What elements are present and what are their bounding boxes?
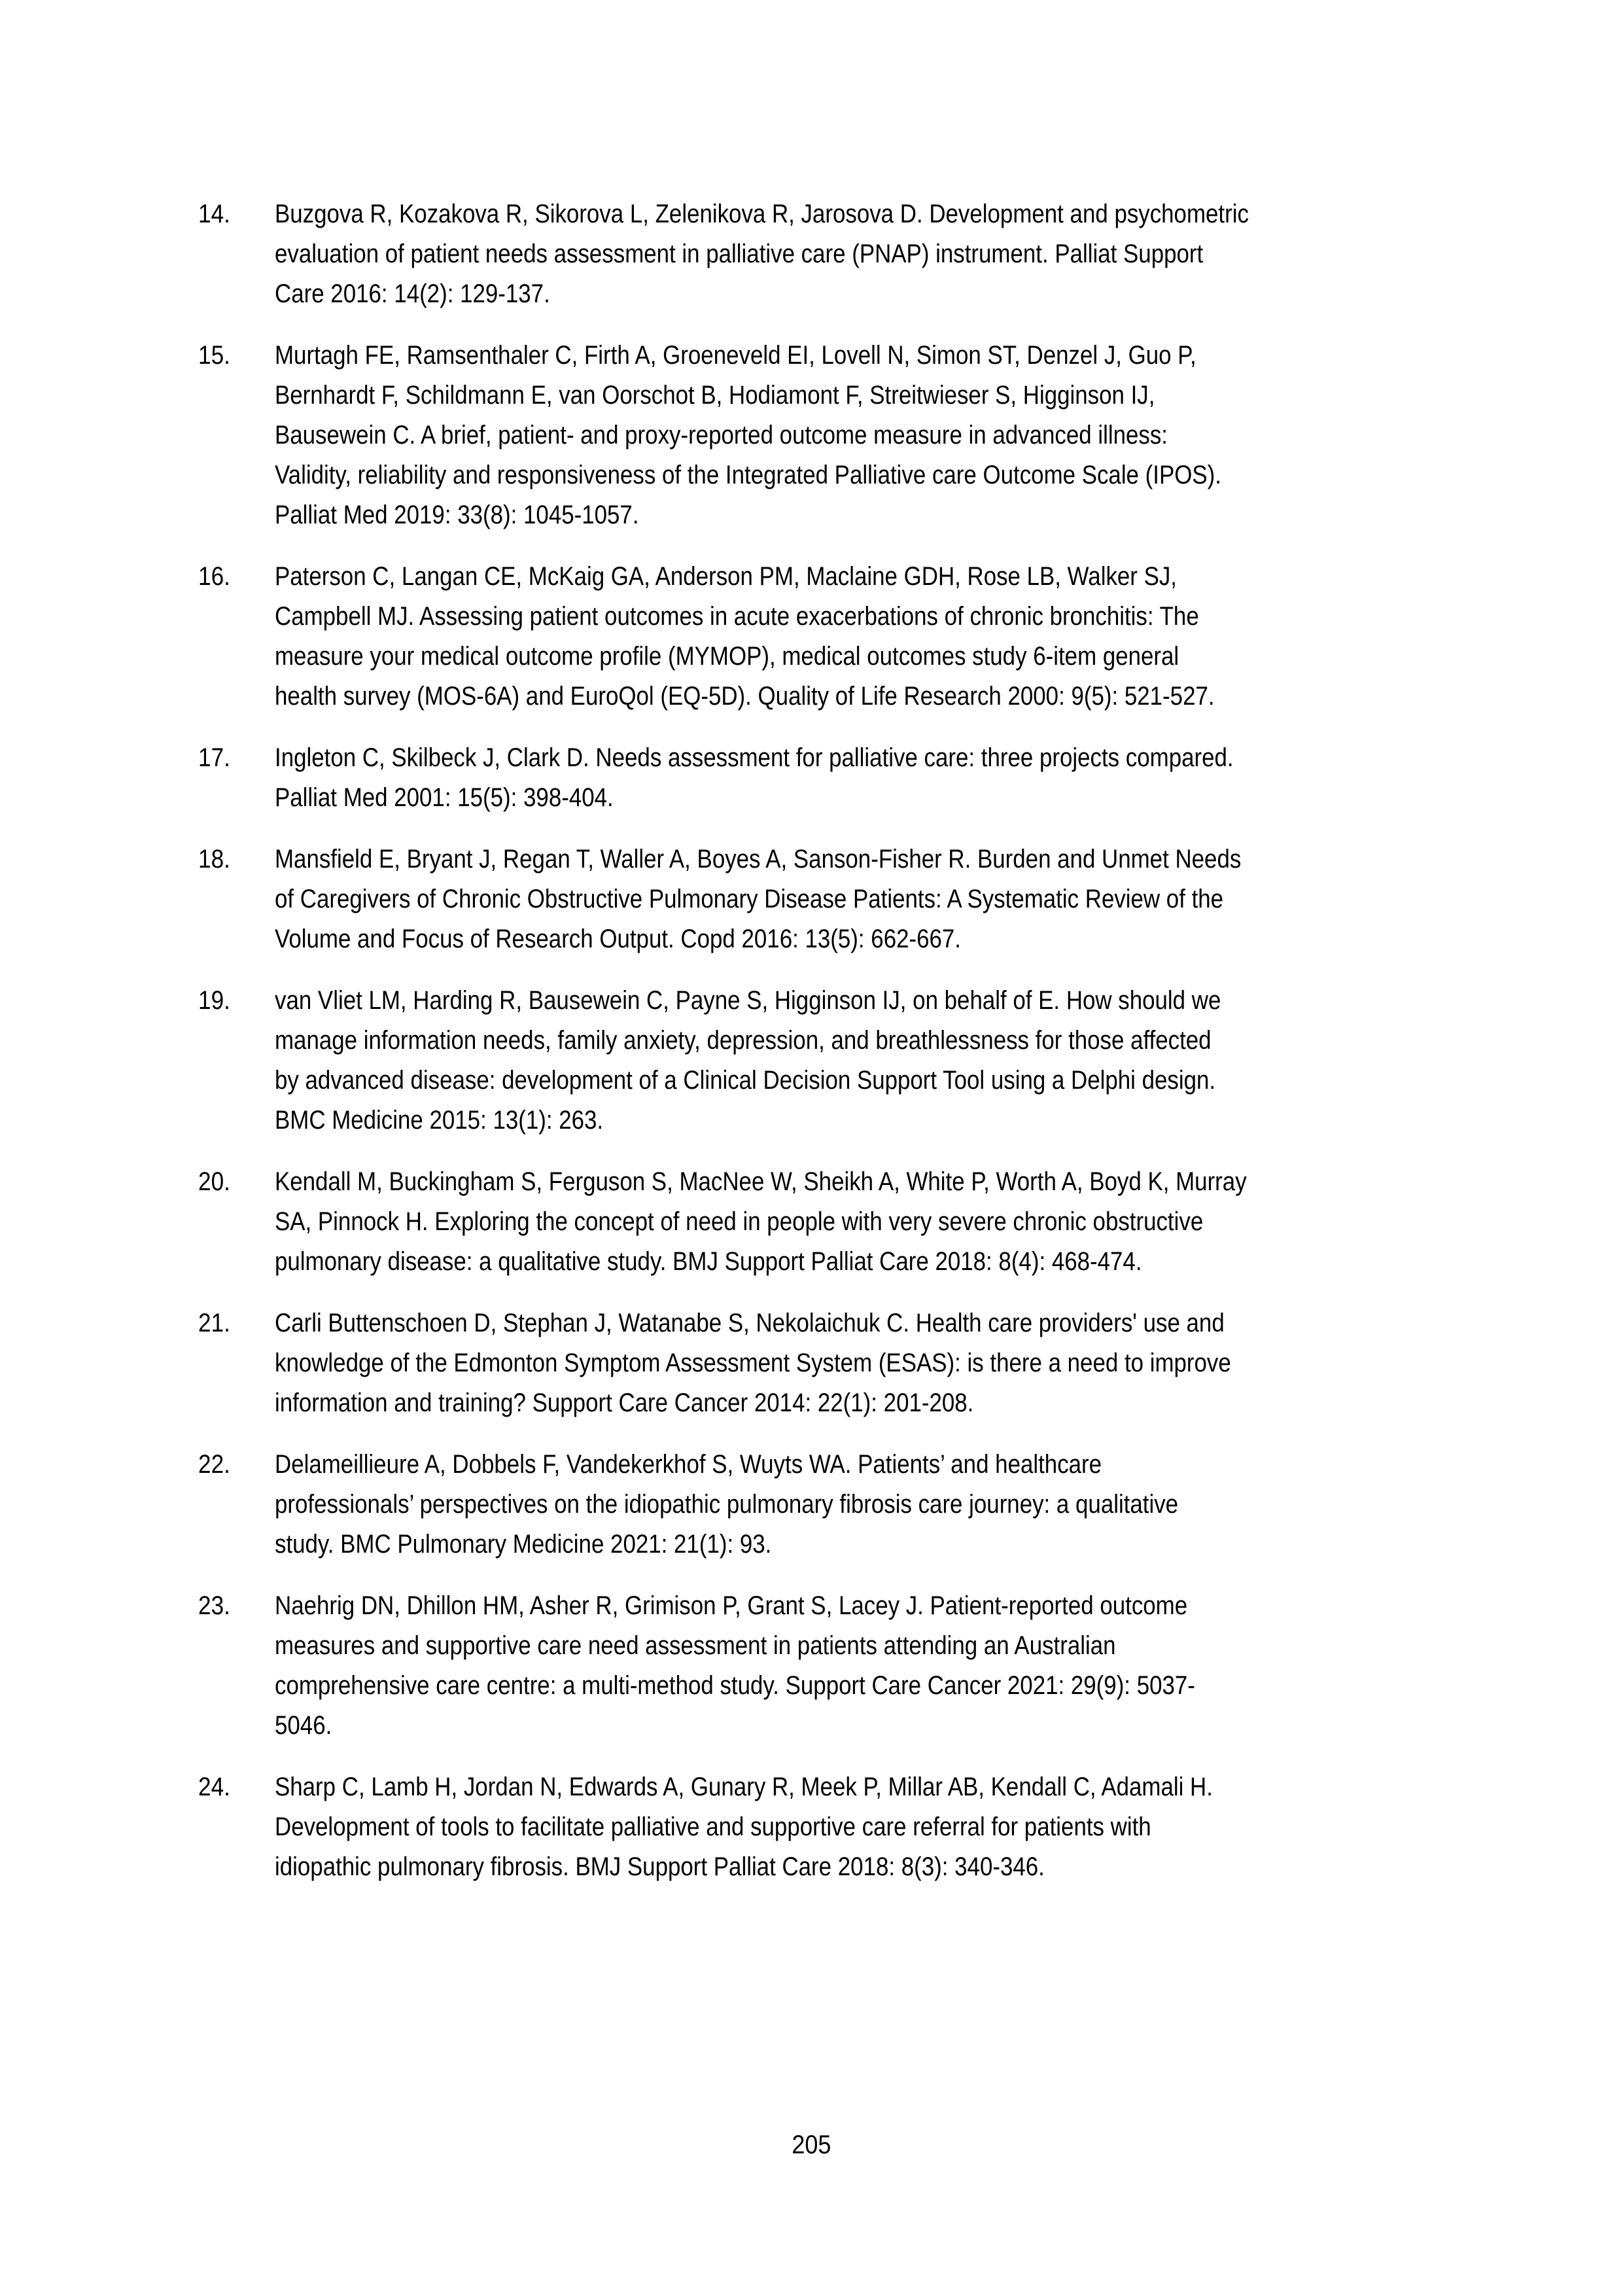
reference-line: BMC Medicine 2015: 13(1): 263.	[275, 1106, 604, 1135]
reference-line: pulmonary disease: a qualitative study. BMJ Support Palliat Care 2018: 8(4): 468-474.	[275, 1247, 1142, 1276]
reference-item-24	[198, 1767, 1441, 1887]
reference-text	[275, 336, 1444, 535]
reference-line: information and training? Support Care Cancer 2014: 22(1): 201-208.	[275, 1388, 974, 1417]
reference-line: evaluation of patient needs assessment in palliative care (PNAP) instrument. Palliat Support	[275, 239, 1204, 268]
reference-item-21	[198, 1303, 1441, 1423]
reference-number: 19.	[198, 986, 230, 1015]
reference-line: of Caregivers of Chronic Obstructive Pulmonary Disease Patients: A Systematic Review of the	[275, 885, 1224, 913]
reference-text	[275, 1303, 1444, 1423]
reference-number: 18.	[198, 845, 230, 874]
reference-text	[275, 1162, 1444, 1282]
reference-line: SA, Pinnock H. Exploring the concept of need in people with very severe chronic obstructive	[275, 1207, 1204, 1236]
reference-number: 14.	[198, 200, 230, 228]
reference-line: knowledge of the Edmonton Symptom Assessment System (ESAS): is there a need to improve	[275, 1349, 1231, 1377]
reference-line: professionals’ perspectives on the idiopathic pulmonary fibrosis care journey: a qualitative	[275, 1490, 1179, 1519]
reference-text	[275, 1445, 1444, 1564]
reference-number: 15.	[198, 341, 230, 370]
reference-text	[275, 738, 1444, 818]
reference-line: Naehrig DN, Dhillon HM, Asher R, Grimison P, Grant S, Lacey J. Patient-reported outcome	[275, 1591, 1188, 1620]
reference-line: manage information needs, family anxiety, depression, and breathlessness for those affected	[275, 1026, 1212, 1055]
reference-line: by advanced disease: development of a Clinical Decision Support Tool using a Delphi design.	[275, 1066, 1216, 1095]
reference-line: Bernhardt F, Schildmann E, van Oorschot B, Hodiamont F, Streitwieser S, Higginson IJ,	[275, 381, 1155, 410]
reference-line: Validity, reliability and responsiveness of the Integrated Palliative care Outcome Scale (IPOS).	[275, 461, 1221, 489]
reference-item-16	[198, 557, 1441, 716]
reference-item-14	[198, 194, 1441, 314]
reference-line: Palliat Med 2001: 15(5): 398-404.	[275, 783, 614, 812]
reference-text	[275, 1586, 1444, 1746]
reference-line: measures and supportive care need assessment in patients attending an Australian	[275, 1631, 1116, 1660]
reference-line: Ingleton C, Skilbeck J, Clark D. Needs assessment for palliative care: three projects compared.	[275, 743, 1234, 772]
reference-line: health survey (MOS-6A) and EuroQol (EQ-5D). Quality of Life Research 2000: 9(5): 521-527.	[275, 682, 1215, 711]
reference-line: Bausewein C. A brief, patient- and proxy-reported outcome measure in advanced illness:	[275, 421, 1168, 450]
reference-text	[275, 194, 1444, 314]
reference-line: Care 2016: 14(2): 129-137.	[275, 279, 550, 308]
reference-line: measure your medical outcome profile (MYMOP), medical outcomes study 6-item general	[275, 642, 1179, 671]
reference-number: 21.	[198, 1309, 230, 1337]
reference-line: Campbell MJ. Assessing patient outcomes in acute exacerbations of chronic bronchitis: The	[275, 602, 1199, 631]
reference-text	[275, 839, 1444, 959]
reference-line: van Vliet LM, Harding R, Bausewein C, Payne S, Higginson IJ, on behalf of E. How should we	[275, 986, 1221, 1015]
reference-text	[275, 557, 1444, 716]
reference-line: comprehensive care centre: a multi-method study. Support Care Cancer 2021: 29(9): 5037-	[275, 1671, 1195, 1700]
reference-line: Paterson C, Langan CE, McKaig GA, Anderson PM, Maclaine GDH, Rose LB, Walker SJ,	[275, 562, 1177, 591]
reference-item-18	[198, 839, 1441, 959]
reference-item-20	[198, 1162, 1441, 1282]
reference-item-19	[198, 981, 1441, 1140]
reference-number: 23.	[198, 1591, 230, 1620]
reference-number: 22.	[198, 1450, 230, 1479]
reference-list	[198, 194, 1441, 1909]
reference-text	[275, 981, 1444, 1140]
reference-line: Sharp C, Lamb H, Jordan N, Edwards A, Gunary R, Meek P, Millar AB, Kendall C, Adamali H.	[275, 1773, 1213, 1801]
page-number-text: 205	[792, 2130, 831, 2159]
reference-line: Carli Buttenschoen D, Stephan J, Watanabe S, Nekolaichuk C. Health care providers' use and	[275, 1309, 1225, 1337]
reference-number: 17.	[198, 743, 230, 772]
reference-line: idiopathic pulmonary fibrosis. BMJ Support Palliat Care 2018: 8(3): 340-346.	[275, 1852, 1045, 1881]
reference-line: study. BMC Pulmonary Medicine 2021: 21(1): 93.	[275, 1530, 772, 1559]
reference-item-17	[198, 738, 1441, 818]
reference-number: 24.	[198, 1773, 230, 1801]
reference-item-15	[198, 336, 1441, 535]
reference-line: Development of tools to facilitate palliative and supportive care referral for patients with	[275, 1812, 1151, 1841]
reference-line: Kendall M, Buckingham S, Ferguson S, MacNee W, Sheikh A, White P, Worth A, Boyd K, Murray	[275, 1167, 1247, 1196]
reference-text	[275, 1767, 1444, 1887]
reference-line: Delameillieure A, Dobbels F, Vandekerkhof S, Wuyts WA. Patients’ and healthcare	[275, 1450, 1102, 1479]
page-number	[0, 2128, 1623, 2162]
reference-number: 16.	[198, 562, 230, 591]
reference-item-23	[198, 1586, 1441, 1746]
reference-line: Palliat Med 2019: 33(8): 1045-1057.	[275, 501, 639, 529]
reference-number: 20.	[198, 1167, 230, 1196]
reference-line: 5046.	[275, 1711, 332, 1740]
reference-line: Murtagh FE, Ramsenthaler C, Firth A, Groeneveld EI, Lovell N, Simon ST, Denzel J, Guo P,	[275, 341, 1196, 370]
reference-line: Mansfield E, Bryant J, Regan T, Waller A, Boyes A, Sanson-Fisher R. Burden and Unmet Needs	[275, 845, 1242, 874]
reference-line: Volume and Focus of Research Output. Copd 2016: 13(5): 662-667.	[275, 925, 961, 953]
reference-item-22	[198, 1445, 1441, 1564]
reference-line: Buzgova R, Kozakova R, Sikorova L, Zelenikova R, Jarosova D. Development and psychometric	[275, 200, 1249, 228]
